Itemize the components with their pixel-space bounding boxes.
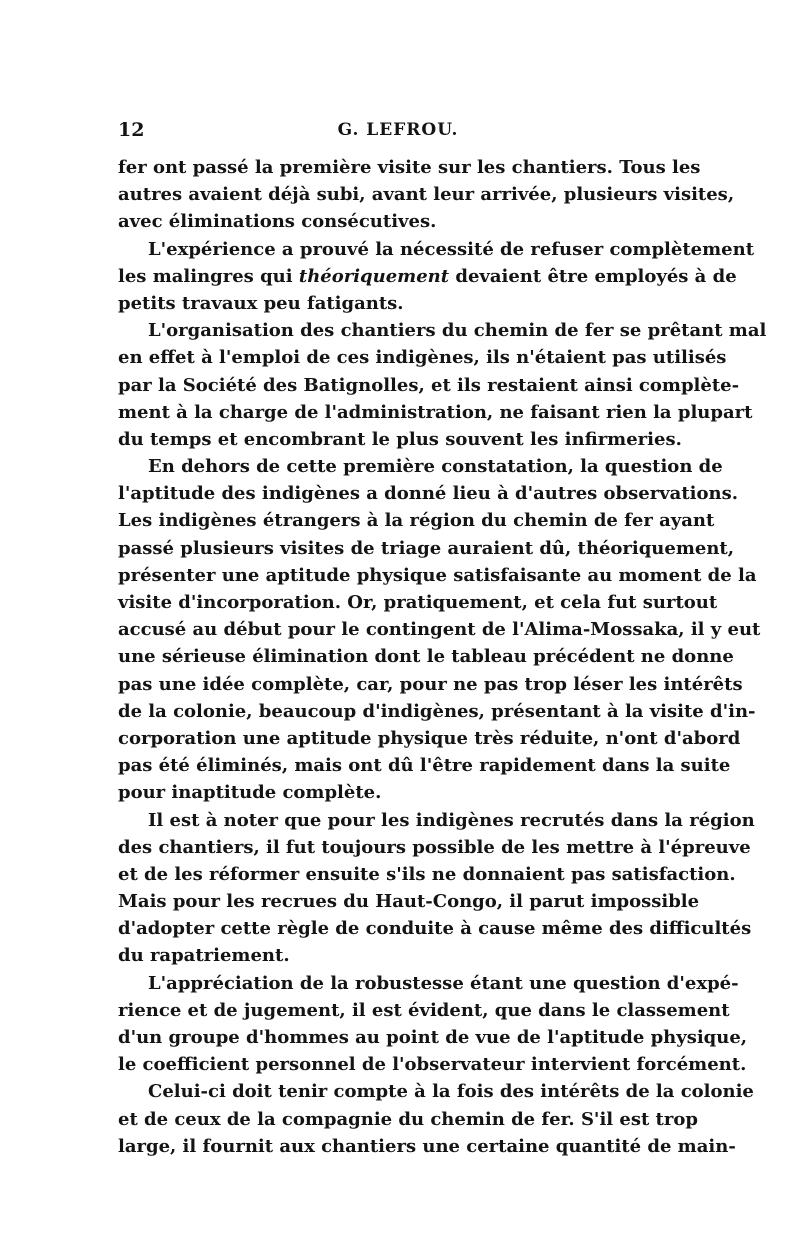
text-line: rience et de jugement, il est évident, que dans le classement (118, 999, 730, 1021)
text-line: passé plusieurs visites de triage auraient dû, théoriquement, (118, 537, 735, 559)
paragraph (118, 1078, 754, 1160)
text-segment: les malingres qui (118, 265, 299, 287)
text-line: d'adopter cette règle de conduite à cause même des difficultés (118, 918, 752, 940)
text-line: des chantiers, il fut toujours possible de les mettre à l'épreuve (118, 836, 751, 858)
text-line: corporation une aptitude physique très réduite, n'ont d'abord (118, 727, 741, 749)
text-line: Mais pour les recrues du Haut-Congo, il parut impossible (118, 891, 700, 913)
text-line: L'expérience a prouvé la nécessité de refuser complètement (148, 238, 755, 260)
page-number: 12 (118, 119, 145, 141)
text-line: présenter une aptitude physique satisfaisante au moment de la (118, 564, 757, 586)
running-title: G. LEFROU. (337, 120, 459, 140)
text-line: visite d'incorporation. Or, pratiquement, et cela fut surtout (118, 592, 718, 613)
text-line: petits travaux peu fatigants. (118, 292, 404, 314)
text-line: accusé au début pour le contingent de l'Alima-Mossaka, il y eut (118, 619, 761, 641)
text-line: autres avaient déjà subi, avant leur arrivée, plusieurs visites, (118, 184, 735, 206)
text-line: pas été éliminés, mais ont dû l'être rapidement dans la suite (118, 755, 731, 777)
text-line: du rapatriement. (118, 945, 290, 967)
text-line: ment à la charge de l'administration, ne faisant rien la plupart (118, 401, 753, 423)
emphasized-word: théoriquement (298, 265, 450, 287)
text-line (118, 263, 737, 290)
text-line: l'aptitude des indigènes a donné lieu à d'autres observations. (118, 483, 738, 505)
text-line: pas une idée complète, car, pour ne pas trop léser les intérêts (118, 673, 743, 695)
text-line: avec éliminations consécutives. (118, 211, 437, 233)
text-line: et de ceux de la compagnie du chemin de fer. S'il est trop (118, 1108, 698, 1130)
text-line: En dehors de cette première constatation, la question de (148, 456, 723, 478)
text-line: L'organisation des chantiers du chemin de fer se prêtant mal (148, 320, 767, 342)
text-line: large, il fournit aux chantiers une certaine quantité de main- (118, 1135, 736, 1157)
text-line: et de les réformer ensuite s'ils ne donnaient pas satisfaction. (118, 863, 736, 885)
paragraph (118, 236, 755, 318)
running-head (118, 116, 678, 144)
text-line: du temps et encombrant le plus souvent les infirmeries. (118, 428, 682, 450)
paragraph (118, 154, 735, 236)
text-line: pour inaptitude complète. (118, 782, 382, 804)
paragraph (118, 807, 755, 970)
paragraph (118, 317, 767, 453)
text-line: Celui-ci doit tenir compte à la fois des intérêts de la colonie (148, 1081, 754, 1103)
text-segment: devaient être employés à de (449, 265, 737, 287)
body-text (118, 154, 767, 1160)
text-line: L'appréciation de la robustesse étant une question d'expé- (148, 972, 739, 994)
text-line: Il est à noter que pour les indigènes recrutés dans la région (148, 809, 755, 831)
text-line: fer ont passé la première visite sur les chantiers. Tous les (118, 157, 701, 178)
text-line: par la Société des Batignolles, et ils restaient ainsi complète- (118, 374, 740, 396)
text-line: une sérieuse élimination dont le tableau précédent ne donne (118, 646, 734, 668)
text-line: en effet à l'emploi de ces indigènes, ils n'étaient pas utilisés (118, 347, 727, 369)
text-line: de la colonie, beaucoup d'indigènes, présentant à la visite d'in- (118, 700, 756, 722)
paragraph (118, 453, 761, 806)
paragraph (118, 970, 748, 1079)
text-line: d'un groupe d'hommes au point de vue de l'aptitude physique, (118, 1027, 748, 1048)
text-line: le coefficient personnel de l'observateur intervient forcément. (118, 1054, 747, 1076)
text-line: Les indigènes étrangers à la région du chemin de fer ayant (118, 510, 715, 532)
